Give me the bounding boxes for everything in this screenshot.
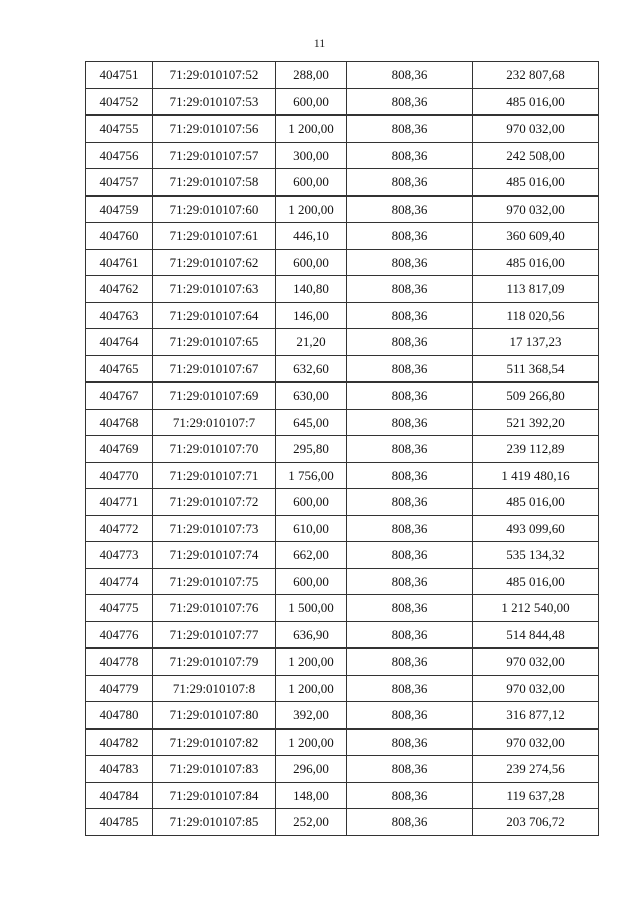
unit-value-cell: 808,36 [347,142,473,169]
table-row [86,782,599,809]
area-cell: 446,10 [276,223,347,250]
area-cell: 600,00 [276,568,347,595]
cadastral-number-cell: 71:29:010107:65 [153,329,276,356]
table-row [86,88,599,115]
cadastral-number-cell: 71:29:010107:70 [153,436,276,463]
unit-value-cell: 808,36 [347,756,473,783]
area-cell: 146,00 [276,302,347,329]
cadastral-value-cell: 113 817,09 [473,276,599,303]
unit-value-cell: 808,36 [347,355,473,382]
unit-value-cell: 808,36 [347,436,473,463]
row-number-cell: 404762 [86,276,153,303]
cadastral-value-cell: 1 212 540,00 [473,595,599,622]
area-cell: 295,80 [276,436,347,463]
table-row [86,355,599,382]
table-row [86,675,599,702]
cadastral-number-cell: 71:29:010107:80 [153,702,276,729]
cadastral-number-cell: 71:29:010107:76 [153,595,276,622]
table-row [86,169,599,196]
row-number-cell: 404778 [86,648,153,675]
row-number-cell: 404783 [86,756,153,783]
table-row [86,223,599,250]
cadastral-number-cell: 71:29:010107:57 [153,142,276,169]
table-row [86,276,599,303]
unit-value-cell: 808,36 [347,542,473,569]
unit-value-cell: 808,36 [347,595,473,622]
area-cell: 1 500,00 [276,595,347,622]
cadastral-value-cell: 17 137,23 [473,329,599,356]
cadastral-value-cell: 521 392,20 [473,409,599,436]
table-row [86,142,599,169]
cadastral-number-cell: 71:29:010107:69 [153,382,276,409]
table-row [86,648,599,675]
area-cell: 600,00 [276,489,347,516]
table-row [86,409,599,436]
table-row [86,595,599,622]
cadastral-value-cell: 203 706,72 [473,809,599,836]
area-cell: 288,00 [276,62,347,89]
unit-value-cell: 808,36 [347,62,473,89]
row-number-cell: 404768 [86,409,153,436]
cadastral-number-cell: 71:29:010107:75 [153,568,276,595]
cadastral-number-cell: 71:29:010107:63 [153,276,276,303]
area-cell: 632,60 [276,355,347,382]
table-row [86,462,599,489]
area-cell: 630,00 [276,382,347,409]
table-row [86,196,599,223]
area-cell: 600,00 [276,88,347,115]
table-row [86,115,599,142]
cadastral-value-cell: 485 016,00 [473,169,599,196]
cadastral-value-table [85,61,599,836]
row-number-cell: 404774 [86,568,153,595]
table-row [86,249,599,276]
area-cell: 21,20 [276,329,347,356]
unit-value-cell: 808,36 [347,489,473,516]
cadastral-number-cell: 71:29:010107:56 [153,115,276,142]
row-number-cell: 404757 [86,169,153,196]
area-cell: 300,00 [276,142,347,169]
unit-value-cell: 808,36 [347,809,473,836]
cadastral-number-cell: 71:29:010107:58 [153,169,276,196]
unit-value-cell: 808,36 [347,249,473,276]
unit-value-cell: 808,36 [347,621,473,648]
unit-value-cell: 808,36 [347,382,473,409]
row-number-cell: 404763 [86,302,153,329]
unit-value-cell: 808,36 [347,169,473,196]
cadastral-number-cell: 71:29:010107:72 [153,489,276,516]
row-number-cell: 404775 [86,595,153,622]
row-number-cell: 404756 [86,142,153,169]
cadastral-value-cell: 485 016,00 [473,489,599,516]
cadastral-value-cell: 511 368,54 [473,355,599,382]
table-row [86,756,599,783]
row-number-cell: 404771 [86,489,153,516]
cadastral-number-cell: 71:29:010107:52 [153,62,276,89]
table-row [86,329,599,356]
cadastral-number-cell: 71:29:010107:74 [153,542,276,569]
row-number-cell: 404752 [86,88,153,115]
cadastral-number-cell: 71:29:010107:79 [153,648,276,675]
table-row [86,809,599,836]
cadastral-number-cell: 71:29:010107:8 [153,675,276,702]
unit-value-cell: 808,36 [347,329,473,356]
cadastral-value-cell: 970 032,00 [473,675,599,702]
row-number-cell: 404751 [86,62,153,89]
area-cell: 140,80 [276,276,347,303]
unit-value-cell: 808,36 [347,115,473,142]
row-number-cell: 404779 [86,675,153,702]
row-number-cell: 404773 [86,542,153,569]
cadastral-value-cell: 242 508,00 [473,142,599,169]
cadastral-value-cell: 970 032,00 [473,196,599,223]
cadastral-value-cell: 119 637,28 [473,782,599,809]
cadastral-number-cell: 71:29:010107:61 [153,223,276,250]
cadastral-value-cell: 1 419 480,16 [473,462,599,489]
unit-value-cell: 808,36 [347,88,473,115]
area-cell: 1 200,00 [276,729,347,756]
cadastral-value-cell: 970 032,00 [473,115,599,142]
table-row [86,568,599,595]
cadastral-number-cell: 71:29:010107:60 [153,196,276,223]
row-number-cell: 404769 [86,436,153,463]
area-cell: 645,00 [276,409,347,436]
unit-value-cell: 808,36 [347,276,473,303]
unit-value-cell: 808,36 [347,675,473,702]
cadastral-value-cell: 535 134,32 [473,542,599,569]
cadastral-number-cell: 71:29:010107:62 [153,249,276,276]
row-number-cell: 404772 [86,515,153,542]
cadastral-number-cell: 71:29:010107:71 [153,462,276,489]
row-number-cell: 404764 [86,329,153,356]
unit-value-cell: 808,36 [347,462,473,489]
cadastral-value-cell: 485 016,00 [473,568,599,595]
area-cell: 600,00 [276,169,347,196]
unit-value-cell: 808,36 [347,782,473,809]
cadastral-number-cell: 71:29:010107:53 [153,88,276,115]
table-row [86,542,599,569]
cadastral-number-cell: 71:29:010107:85 [153,809,276,836]
table-row [86,62,599,89]
unit-value-cell: 808,36 [347,648,473,675]
row-number-cell: 404780 [86,702,153,729]
cadastral-value-cell: 239 112,89 [473,436,599,463]
area-cell: 600,00 [276,249,347,276]
cadastral-number-cell: 71:29:010107:64 [153,302,276,329]
row-number-cell: 404765 [86,355,153,382]
cadastral-number-cell: 71:29:010107:83 [153,756,276,783]
row-number-cell: 404755 [86,115,153,142]
cadastral-number-cell: 71:29:010107:77 [153,621,276,648]
cadastral-number-cell: 71:29:010107:84 [153,782,276,809]
unit-value-cell: 808,36 [347,302,473,329]
row-number-cell: 404785 [86,809,153,836]
cadastral-number-cell: 71:29:010107:67 [153,355,276,382]
table-row [86,702,599,729]
row-number-cell: 404761 [86,249,153,276]
table-row [86,436,599,463]
cadastral-value-cell: 514 844,48 [473,621,599,648]
cadastral-value-cell: 232 807,68 [473,62,599,89]
cadastral-value-cell: 493 099,60 [473,515,599,542]
area-cell: 610,00 [276,515,347,542]
table-row [86,382,599,409]
unit-value-cell: 808,36 [347,409,473,436]
row-number-cell: 404776 [86,621,153,648]
unit-value-cell: 808,36 [347,568,473,595]
table-row [86,621,599,648]
row-number-cell: 404784 [86,782,153,809]
table-row [86,302,599,329]
cadastral-value-cell: 970 032,00 [473,729,599,756]
area-cell: 1 200,00 [276,115,347,142]
row-number-cell: 404759 [86,196,153,223]
area-cell: 296,00 [276,756,347,783]
area-cell: 392,00 [276,702,347,729]
cadastral-value-cell: 239 274,56 [473,756,599,783]
area-cell: 148,00 [276,782,347,809]
row-number-cell: 404760 [86,223,153,250]
area-cell: 1 756,00 [276,462,347,489]
unit-value-cell: 808,36 [347,729,473,756]
cadastral-number-cell: 71:29:010107:7 [153,409,276,436]
cadastral-value-cell: 118 020,56 [473,302,599,329]
table-row [86,489,599,516]
row-number-cell: 404782 [86,729,153,756]
row-number-cell: 404770 [86,462,153,489]
area-cell: 1 200,00 [276,196,347,223]
area-cell: 636,90 [276,621,347,648]
cadastral-value-cell: 485 016,00 [473,88,599,115]
row-number-cell: 404767 [86,382,153,409]
cadastral-value-cell: 970 032,00 [473,648,599,675]
table-row [86,515,599,542]
area-cell: 662,00 [276,542,347,569]
area-cell: 1 200,00 [276,648,347,675]
table-row [86,729,599,756]
cadastral-value-cell: 485 016,00 [473,249,599,276]
unit-value-cell: 808,36 [347,702,473,729]
cadastral-number-cell: 71:29:010107:82 [153,729,276,756]
cadastral-value-cell: 316 877,12 [473,702,599,729]
area-cell: 252,00 [276,809,347,836]
page-number: 11 [313,36,326,50]
area-cell: 1 200,00 [276,675,347,702]
cadastral-number-cell: 71:29:010107:73 [153,515,276,542]
unit-value-cell: 808,36 [347,515,473,542]
cadastral-value-cell: 509 266,80 [473,382,599,409]
unit-value-cell: 808,36 [347,223,473,250]
cadastral-value-cell: 360 609,40 [473,223,599,250]
table-body [86,62,599,836]
unit-value-cell: 808,36 [347,196,473,223]
